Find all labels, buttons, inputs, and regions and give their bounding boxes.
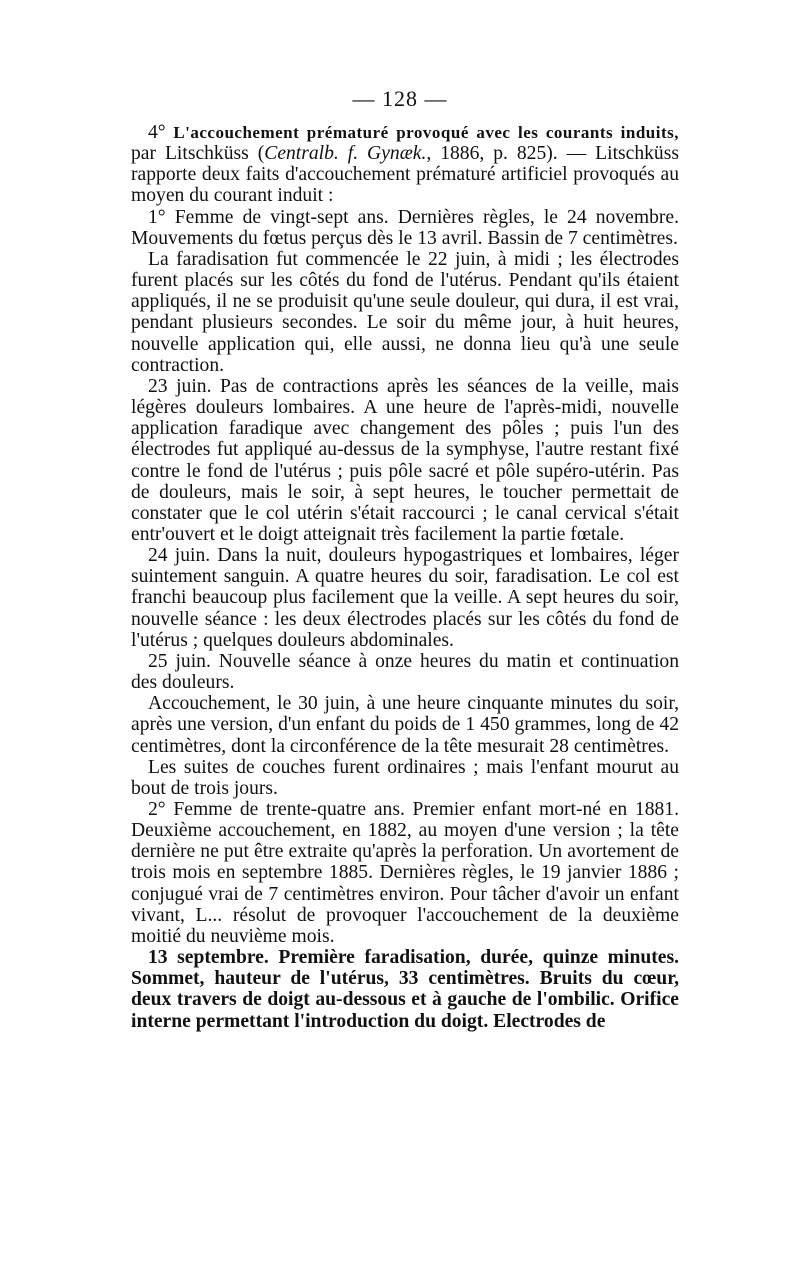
page-number: — 128 — (352, 86, 448, 111)
section-intro-paragraph (131, 122, 679, 207)
case1-paragraph-2: 23 juin. Pas de contractions après les séances de la veille, mais légères douleurs lombaires. A une heure de l'après-midi, nouvelle application faradique avec changement des pôles ; puis l'un des électrodes fut appliqué au-dessus de la symphyse, l'autre restant fixé contre le fond de l'utérus ; puis pôle sacré et pôle supéro-utérin. Pas de douleurs, mais le soir, à sept heures, le toucher permettait de constater que le col utérin s'était raccourci ; le canal cervical s'était entr'ouvert et le doigt atteignait très facilement la partie fœtale. (131, 375, 679, 545)
case1-intro: 1° Femme de vingt-sept ans. Dernières règles, le 24 novembre. Mouvements du fœtus perçus dès le 13 avril. Bassin de 7 centimètres. (131, 206, 679, 249)
reference-detail: , 1886, p. 825). — Litschküss rapporte deux faits d'accouchement prématuré artificiel provoqués au moyen du courant induit : (131, 143, 679, 207)
case1-paragraph-6: Les suites de couches furent ordinaires ; mais l'enfant mourut au bout de trois jours. (131, 756, 679, 799)
reference-author: par Litschküss ( (131, 143, 265, 165)
case1-paragraph-3: 24 juin. Dans la nuit, douleurs hypogastriques et lombaires, léger suintement sanguin. A quatre heures du soir, faradisation. Le col est franchi beaucoup plus facilement que la veille. A sept heures du soir, nouvelle séance : les deux électrodes placés sur les côtés du fond de l'utérus ; quelques douleurs abdominales. (131, 545, 679, 651)
case1-paragraph-5: Accouchement, le 30 juin, à une heure cinquante minutes du soir, après une version, d'un enfant du poids de 1 450 grammes, long de 42 centimètres, dont la circonférence de la tête mesurait 28 centimètres. (131, 693, 679, 757)
case2-intro: 2° Femme de trente-quatre ans. Premier enfant mort-né en 1881. Deuxième accouchement, en 1882, au moyen d'une version ; la tête dernière ne put être extraite qu'après la perforation. Un avortement de trois mois en septembre 1885. Dernières règles, le 19 janvier 1886 ; conjugué vrai de 7 centimètres environ. Pour tâcher d'avoir un enfant vivant, L... résolut de provoquer l'accouchement de la deuxième moitié du neuvième mois. (131, 799, 679, 947)
case1-paragraph-1: La faradisation fut commencée le 22 juin, à midi ; les électrodes furent placés sur les côtés du fond de l'utérus. Pendant qu'ils étaient appliqués, il ne se produisit qu'une seule douleur, qui dura, il est vrai, pendant plusieurs secondes. Le soir du même jour, à huit heures, nouvelle application qui, elle aussi, ne donna lieu qu'à une seule contraction. (131, 248, 679, 376)
section-number: 4° (148, 122, 166, 143)
case1-paragraph-4: 25 juin. Nouvelle séance à onze heures du matin et continuation des douleurs. (131, 650, 679, 694)
reference-journal: Centralb. f. Gynæk. (264, 143, 427, 165)
case2-paragraph-1: 13 septembre. Première faradisation, durée, quinze minutes. Sommet, hauteur de l'utérus, 33 centimètres. Bruits du cœur, deux travers de doigt au-dessous et à gauche de l'ombilic. Orifice interne permettant l'introduction du doigt. Electrodes de (131, 947, 679, 1032)
section-title: L'accouchement prématuré provoqué avec les courants induits, (173, 123, 680, 142)
page-body (131, 122, 679, 1032)
